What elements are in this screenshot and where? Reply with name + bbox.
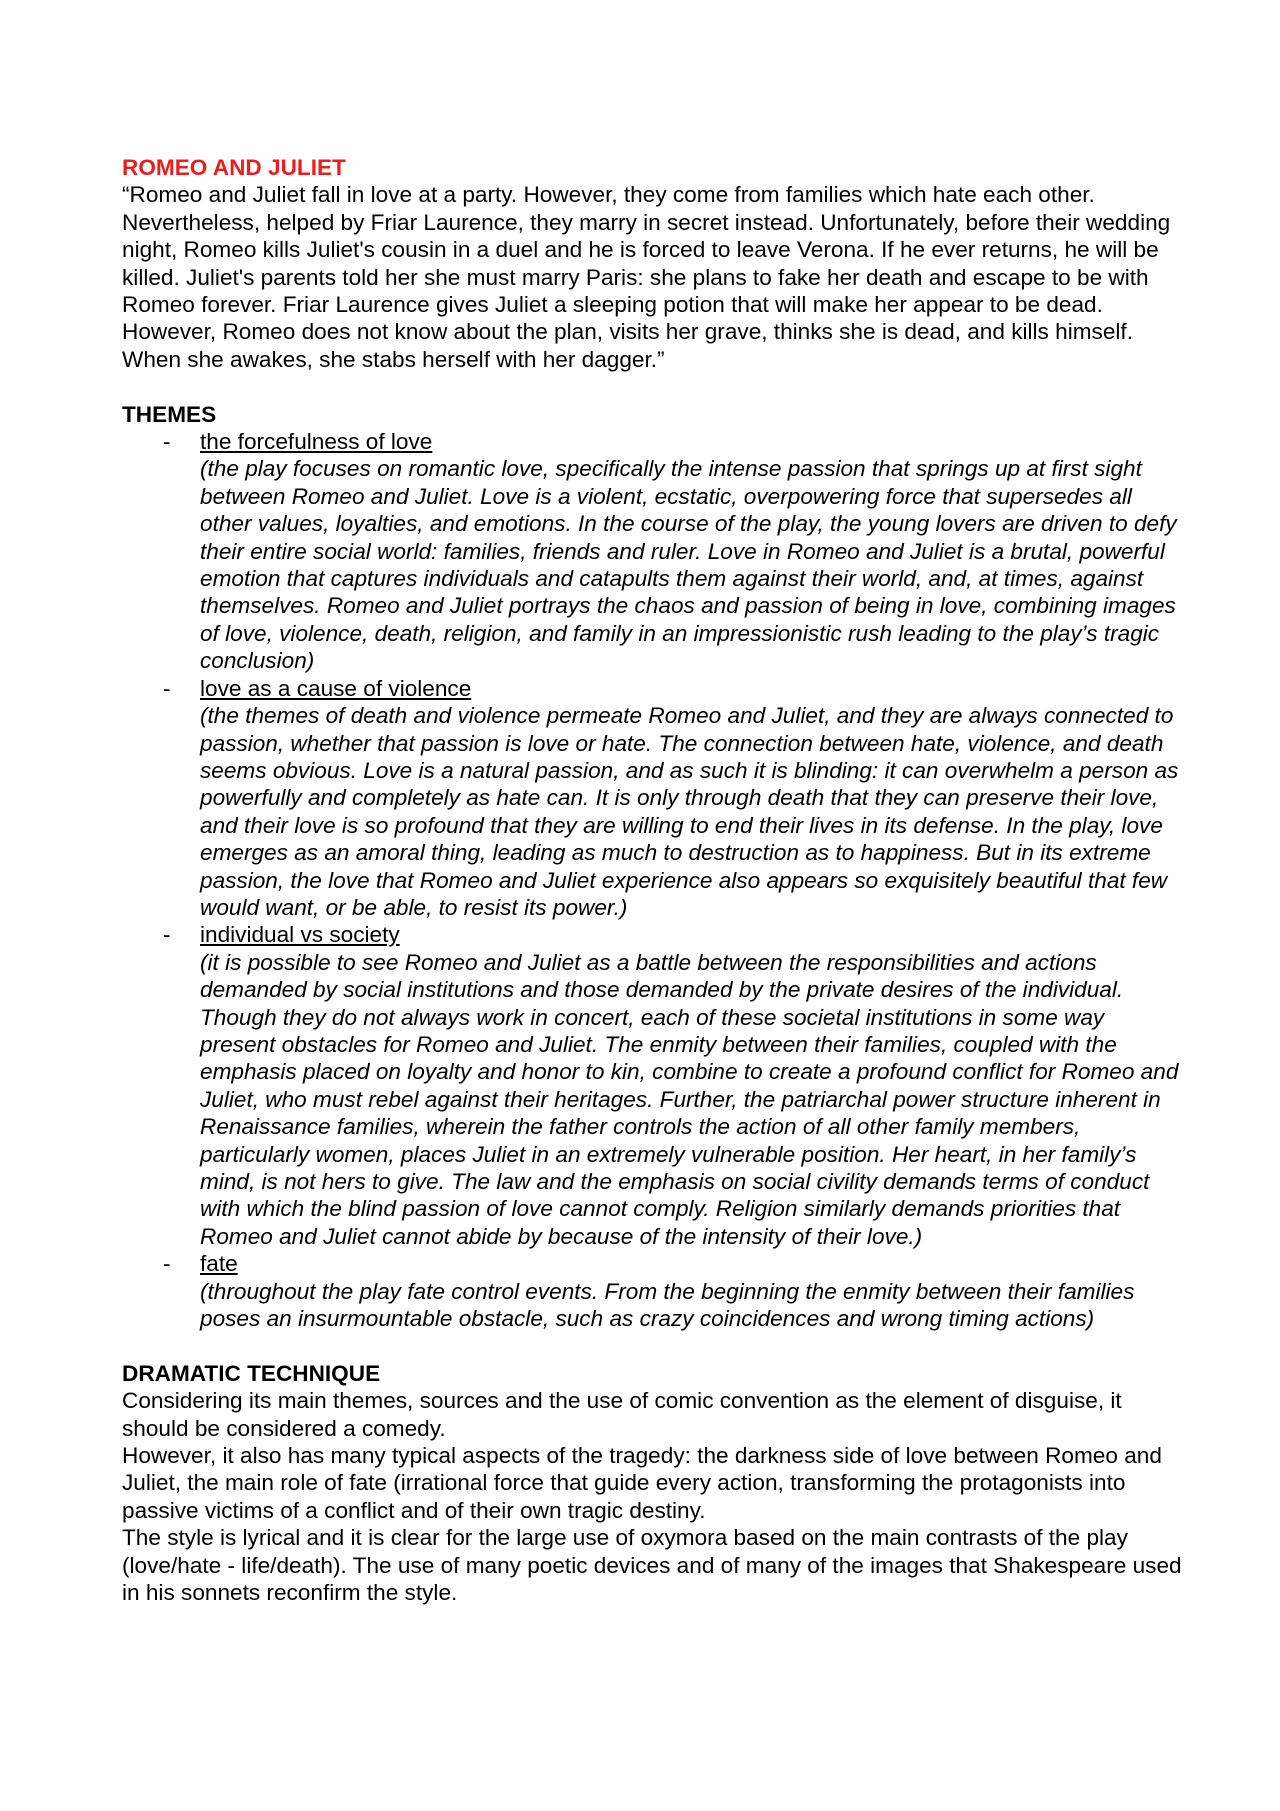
spacer xyxy=(122,1332,1182,1359)
dramatic-technique-paragraph: Considering its main themes, sources and the use of comic convention as the element of disguise, it should be considered a comedy. xyxy=(122,1388,1122,1441)
theme-item-forcefulness-of-love xyxy=(122,428,1182,675)
theme-label: fate xyxy=(200,1251,238,1277)
dramatic-technique-paragraph: The style is lyrical and it is clear for the large use of oxymora based on the main contrasts of the play (love/hate - life/death). The use of many poetic devices and of many of the images that Shakespeare used in his sonnets reconfirm the style. xyxy=(122,1525,1182,1606)
theme-item-individual-vs-society xyxy=(122,921,1182,1250)
document-title: ROMEO AND JULIET xyxy=(122,155,346,180)
theme-label: individual vs society xyxy=(200,922,400,948)
theme-label: the forcefulness of love xyxy=(200,429,433,455)
theme-item-fate xyxy=(122,1250,1182,1332)
bullet-dash: - xyxy=(163,1251,171,1277)
bullet-dash: - xyxy=(163,922,171,948)
theme-label: love as a cause of violence xyxy=(200,675,472,701)
theme-item-love-violence xyxy=(122,675,1182,922)
plot-summary: “Romeo and Juliet fall in love at a party. However, they come from families which hate each other. Nevertheless, helped by Friar Laurence, they marry in secret instead. Unfortunately, before their wedding night, Romeo kills Juliet's cousin in a duel and he is forced to leave Verona. If he ever returns, he will be killed. Juliet's parents told her she must marry Paris: she plans to fake her death and escape to be with Romeo forever. Friar Laurence gives Juliet a sleeping potion that will make her appear to be dead. However, Romeo does not know about the plan, visits her grave, thinks she is dead, and kills himself. When she awakes, she stabs herself with her dagger.” xyxy=(122,182,1171,372)
bullet-dash: - xyxy=(163,429,171,455)
themes-heading: THEMES xyxy=(122,401,217,427)
theme-description: (the themes of death and violence permeate Romeo and Juliet, and they are always connected to passion, whether that passion is love or hate. The connection between hate, violence, and death seems obvious. Love is a natural passion, and as such it is blinding: it can overwhelm a person as powerfully and completely as hate can. It is only through death that they can preserve their love, and their love is so profound that they are willing to end their lives in its defense. In the play, love emerges as an amoral thing, leading as much to destruction as to happiness. But in its extreme passion, the love that Romeo and Juliet experience also appears so exquisitely beautiful that few would want, or be able, to resist its power.) xyxy=(200,703,1179,920)
document-page xyxy=(122,154,1182,1607)
theme-description: (it is possible to see Romeo and Juliet as a battle between the responsibilities and actions demanded by social institutions and those demanded by the private desires of the individual. Though they do not always work in concert, each of these societal institutions in some way present obstacles for Romeo and Juliet. The enmity between their families, coupled with the emphasis placed on loyalty and honor to kin, combine to create a profound conflict for Romeo and Juliet, who must rebel against their heritages. Further, the patriarchal power structure inherent in Renaissance families, wherein the father controls the action of all other family members, particularly women, places Juliet in an extremely vulnerable position. Her heart, in her family’s mind, is not hers to give. The law and the emphasis on social civility demands terms of conduct with which the blind passion of love cannot comply. Religion similarly demands priorities that Romeo and Juliet cannot abide by because of the intensity of their love.) xyxy=(200,949,1179,1249)
dramatic-technique-heading: DRAMATIC TECHNIQUE xyxy=(122,1360,381,1386)
dramatic-technique-paragraph: However, it also has many typical aspects of the tragedy: the darkness side of love between Romeo and Juliet, the main role of fate (irrational force that guide every action, transforming the protagonists into passive victims of a conflict and of their own tragic destiny. xyxy=(122,1443,1162,1523)
theme-description: (throughout the play fate control events. From the beginning the enmity between their families poses an insurmountable obstacle, such as crazy coincidences and wrong timing actions) xyxy=(200,1278,1135,1332)
spacer xyxy=(122,373,1182,400)
theme-description: (the play focuses on romantic love, specifically the intense passion that springs up at first sight between Romeo and Juliet. Love is a violent, ecstatic, overpowering force that supersedes all other values, loyalties, and emotions. In the course of the play, the young lovers are driven to defy their entire social world: families, friends and ruler. Love in Romeo and Juliet is a brutal, powerful emotion that captures individuals and catapults them against their world, and, at times, against themselves. Romeo and Juliet portrays the chaos and passion of being in love, combining images of love, violence, death, religion, and family in an impressionistic rush leading to the play’s tragic conclusion) xyxy=(200,456,1177,674)
bullet-dash: - xyxy=(163,675,171,701)
